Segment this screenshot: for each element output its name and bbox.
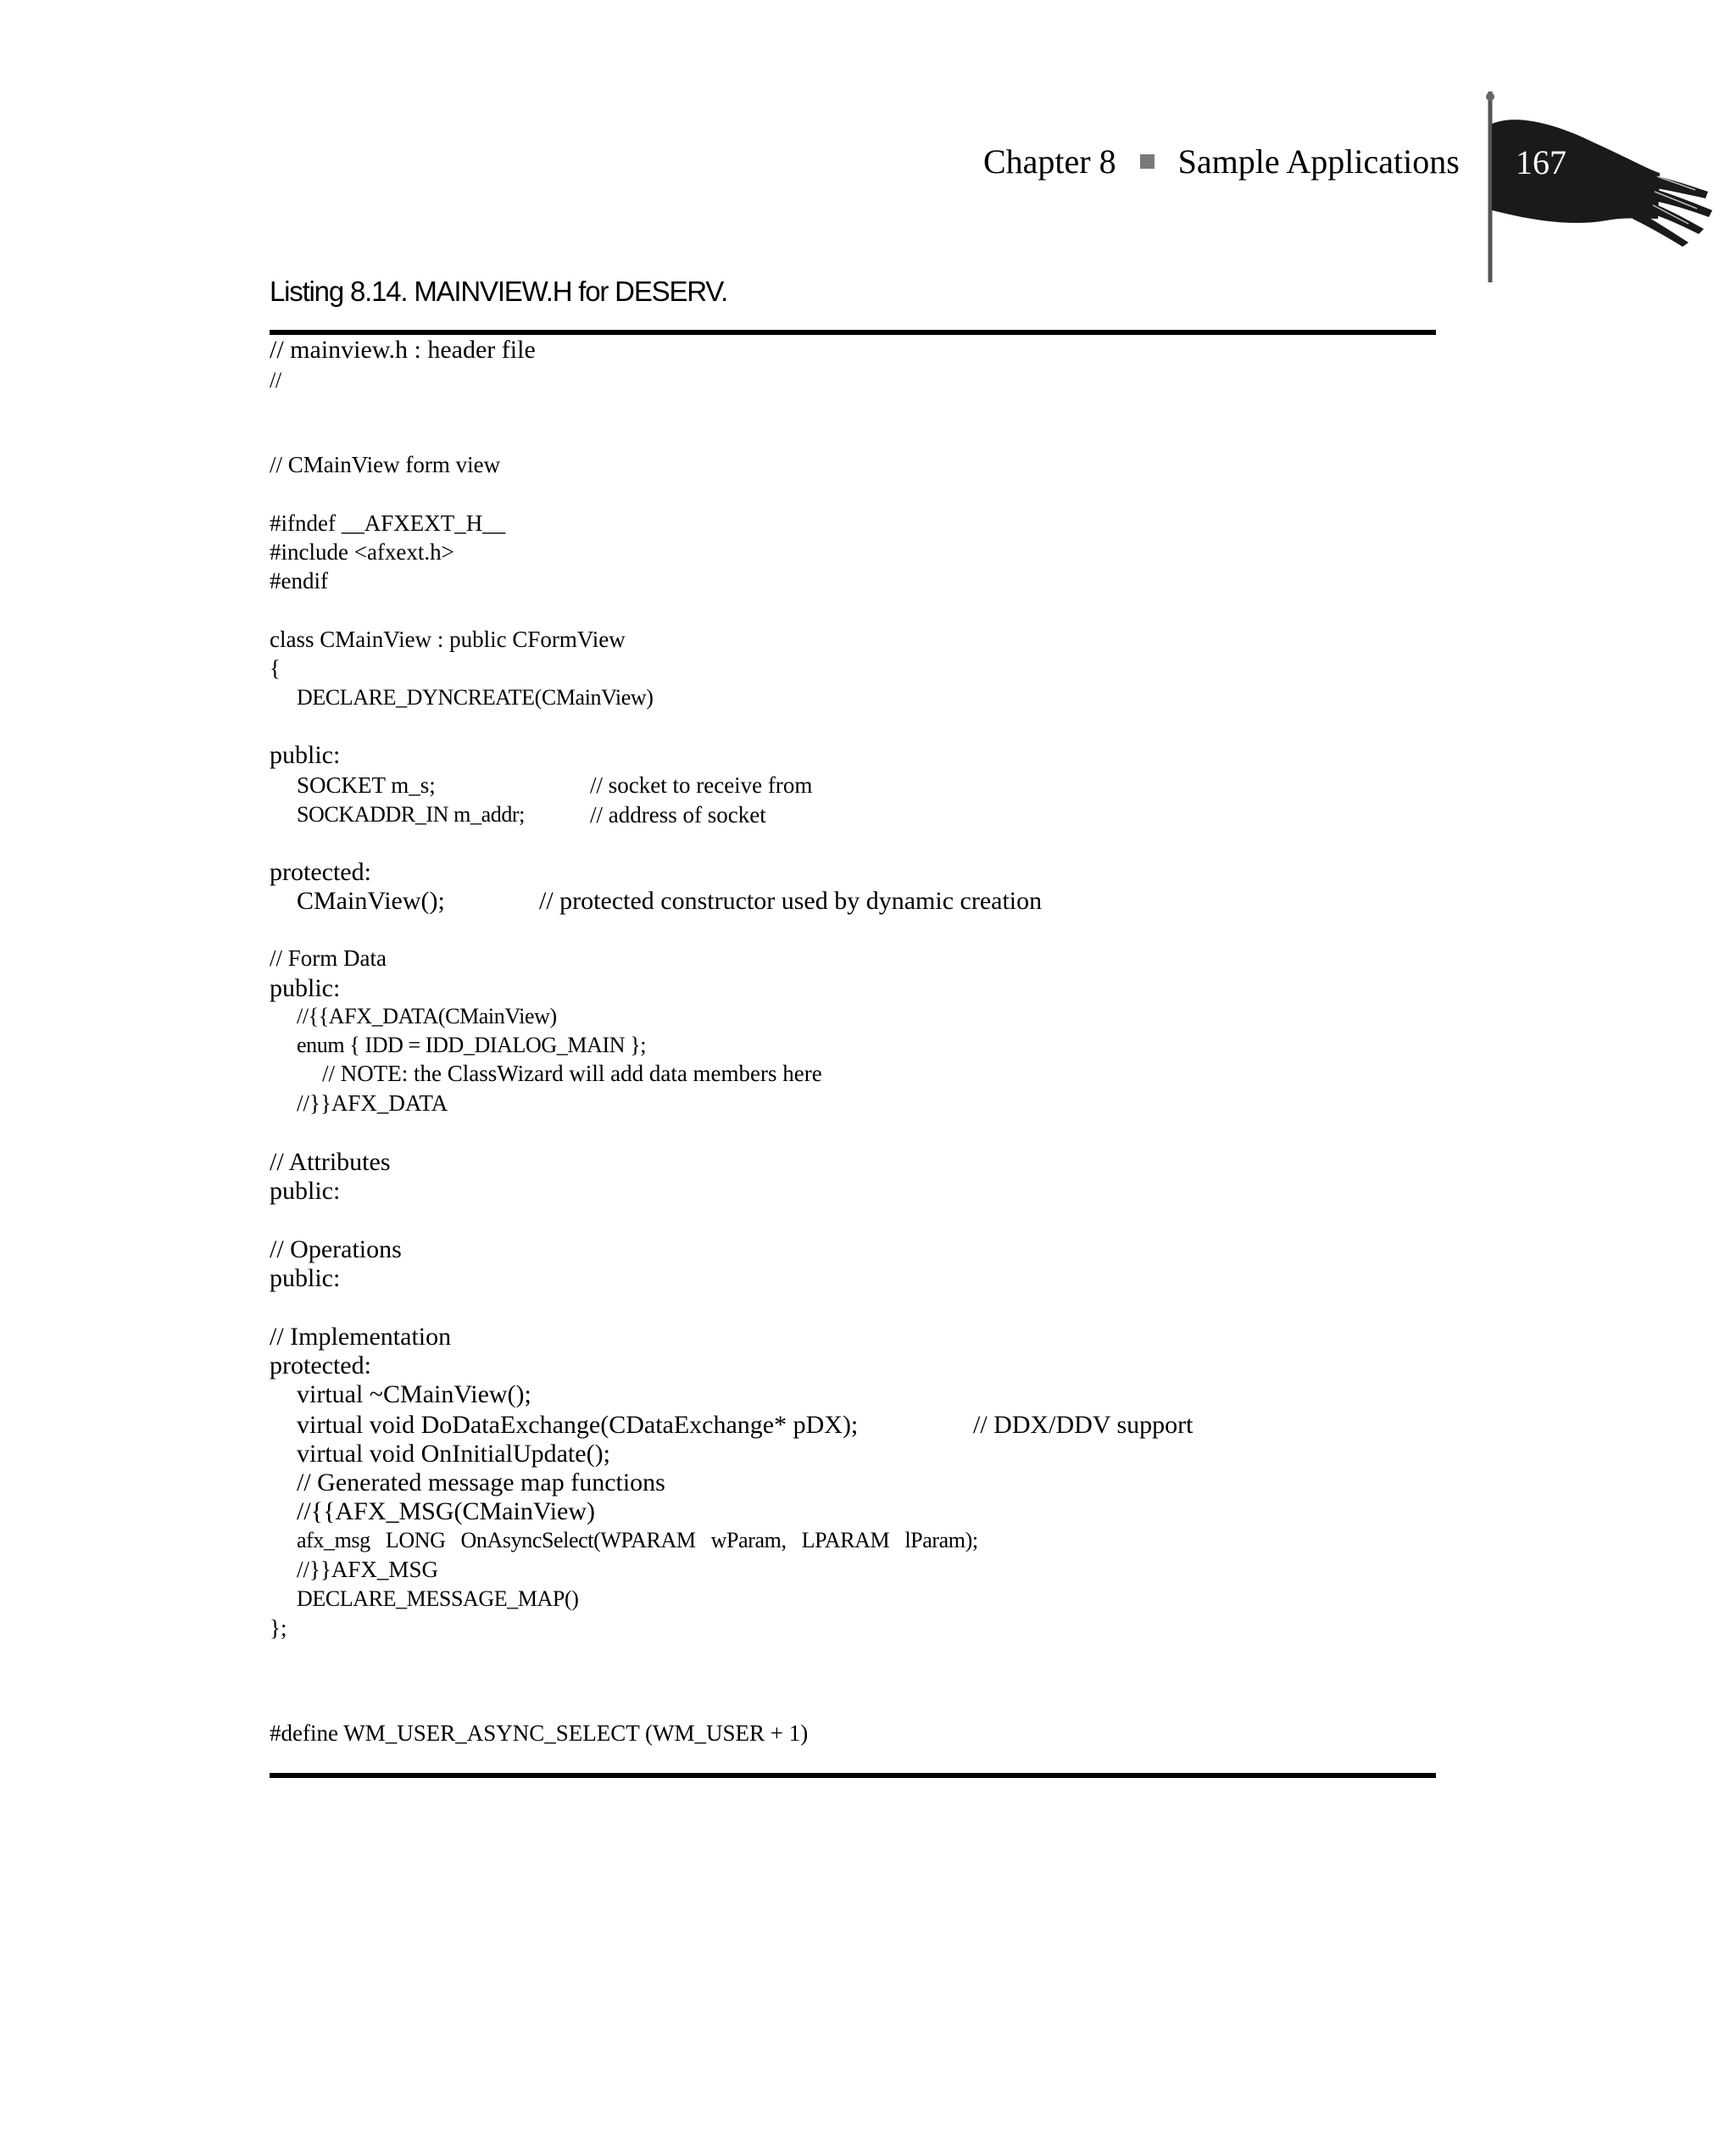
- code-line: public:: [270, 1264, 341, 1292]
- code-line: public:: [270, 1177, 341, 1205]
- code-line: #endif: [270, 568, 328, 594]
- code-line: {: [270, 655, 281, 681]
- code-comment: // protected constructor used by dynamic creation: [539, 887, 1043, 915]
- code-line: #define WM_USER_ASYNC_SELECT (WM_USER + 1): [270, 1720, 809, 1746]
- code-line: public:: [270, 741, 341, 769]
- listing-top-rule: [270, 330, 1436, 335]
- code-line: protected:: [270, 858, 371, 886]
- code-line: virtual ~CMainView();: [297, 1380, 531, 1408]
- square-bullet-icon: [1140, 154, 1155, 169]
- code-line: #include <afxext.h>: [270, 539, 454, 565]
- code-comment: // address of socket: [590, 802, 766, 828]
- code-line: class CMainView : public CFormView: [270, 627, 626, 652]
- code-line: enum { IDD = IDD_DIALOG_MAIN };: [297, 1033, 647, 1057]
- code-line: // mainview.h : header file: [270, 336, 536, 364]
- code-line: virtual void DoDataExchange(CDataExchange* pDX);: [297, 1411, 859, 1439]
- listing-bottom-rule: [270, 1773, 1436, 1778]
- code-line: CMainView();: [297, 887, 445, 915]
- code-line: // Attributes: [270, 1148, 391, 1176]
- code-line: public:: [270, 974, 341, 1002]
- code-line: DECLARE_MESSAGE_MAP(): [297, 1586, 579, 1611]
- code-line: //{{AFX_DATA(CMainView): [297, 1004, 557, 1028]
- running-header: [983, 136, 1460, 187]
- code-line: virtual void OnInitialUpdate();: [297, 1440, 610, 1468]
- code-line: //{{AFX_MSG(CMainView): [297, 1497, 596, 1525]
- page-number: 167: [1516, 143, 1566, 181]
- code-line: SOCKET m_s;: [297, 772, 436, 798]
- code-line: DECLARE_DYNCREATE(CMainView): [297, 685, 654, 710]
- code-line: //}}AFX_DATA: [297, 1090, 448, 1116]
- code-line: // Implementation: [270, 1323, 452, 1351]
- code-line: };: [270, 1615, 287, 1641]
- code-comment: // DDX/DDV support: [973, 1411, 1194, 1439]
- code-line: // Form Data: [270, 945, 387, 971]
- code-line: // CMainView form view: [270, 452, 501, 477]
- chapter-label: Chapter 8: [983, 142, 1116, 181]
- section-label: Sample Applications: [1177, 142, 1460, 181]
- code-line: SOCKADDR_IN m_addr;: [297, 802, 526, 827]
- code-line: //: [270, 368, 281, 393]
- code-line: protected:: [270, 1352, 371, 1379]
- code-comment: // socket to receive from: [590, 772, 813, 798]
- windsock-flag-icon: [1466, 92, 1721, 295]
- listing-title: Listing 8.14. MAINVIEW.H for DESERV.: [270, 276, 728, 307]
- code-line: // Operations: [270, 1235, 402, 1263]
- code-line: //}}AFX_MSG: [297, 1557, 438, 1582]
- code-line: // NOTE: the ClassWizard will add data members here: [322, 1061, 822, 1086]
- code-line: #ifndef __AFXEXT_H__: [270, 510, 506, 536]
- code-line: afx_msg LONG OnAsyncSelect(WPARAM wParam, LPARAM lParam);: [297, 1528, 978, 1552]
- code-line: // Generated message map functions: [297, 1469, 665, 1496]
